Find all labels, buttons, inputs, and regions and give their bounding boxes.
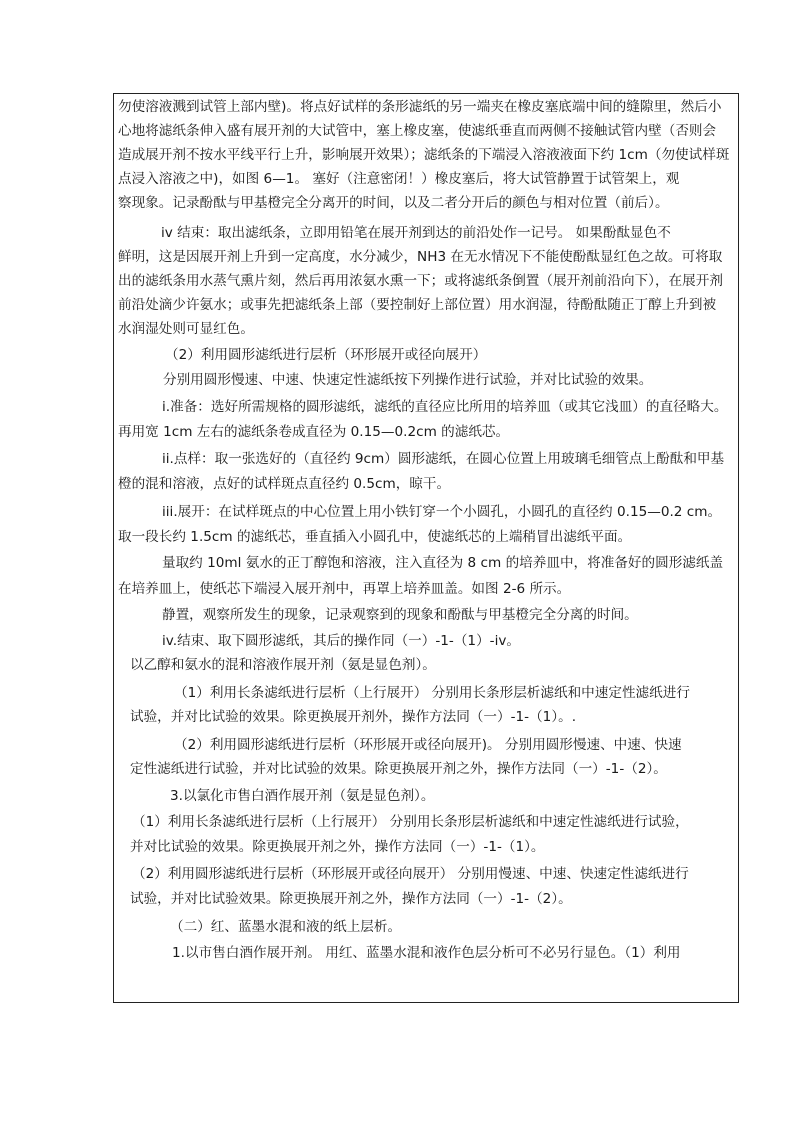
text-line: 试验，并对比试验效果。除更换展开剂之外，操作方法同（一）-1-（2）。 — [130, 891, 572, 907]
text-line: 静置，观察所发生的现象，记录观察到的现象和酚酞与甲基橙完全分离的时间。 — [162, 607, 638, 623]
text-line: i.准备：选好所需规格的圆形滤纸，滤纸的直径应比所用的培养皿（或其它浅皿）的直径略大。 — [162, 399, 728, 415]
text-line: 勿使溶液溅到试管上部内壁)。将点好试样的条形滤纸的另一端夹在橡皮塞底端中间的缝隙里，然后小 — [118, 99, 722, 115]
text-line: （1）利用长条滤纸进行层析（上行展开） 分别用长条形层析滤纸和中速定性滤纸进行试验， — [132, 814, 689, 830]
text-line: （2）利用圆形滤纸进行层析（环形展开或径向展开)。 分别用圆形慢速、中速、快速 — [174, 737, 682, 753]
text-line: 1.以市售白酒作展开剂。 用红、蓝墨水混和液作色层分析可不必另行显色。（1）利用 — [172, 945, 681, 961]
text-line: 点浸入溶液之中)，如图 6—1。 塞好（注意密闭！）橡皮塞后，将大试管静置于试管架上，观 — [118, 171, 680, 187]
text-line: （2）利用圆形滤纸进行层析（环形展开或径向展开） 分别用慢速、中速、快速定性滤纸进行 — [132, 866, 689, 882]
text-line: 出的滤纸条用水蒸气熏片刻，然后再用浓氨水熏一下；或将滤纸条倒置（展开剂前沿向下），在展开剂 — [118, 273, 723, 289]
text-line: 心地将滤纸条伸入盛有展开剂的大试管中，塞上橡皮塞，使滤纸垂直而两侧不接触试管内壁（否则会 — [118, 123, 717, 139]
text-line: 橙的混和溶液，点好的试样斑点直径约 0.5cm，晾干。 — [118, 476, 451, 492]
text-line: 量取约 10ml 氨水的正丁醇饱和溶液，注入直径为 8 cm 的培养皿中，将准备好的圆形滤纸盖 — [162, 555, 724, 571]
text-line: 分别用圆形慢速、中速、快速定性滤纸按下列操作进行试验，并对比试验的效果。 — [163, 372, 653, 388]
text-line: iv.结束、取下圆形滤纸，其后的操作同（一）-1-（1）-iv。 — [162, 633, 520, 649]
text-line: 鲜明，这是因展开剂上升到一定高度，水分减少，NH3 在无水情况下不能使酚酞显红色之故。可将取 — [118, 249, 723, 265]
text-line: 察现象。记录酚酞与甲基橙完全分离开的时间，以及二者分开后的颜色与相对位置（前后）。 — [118, 195, 669, 211]
text-line: 定性滤纸进行试验，并对比试验的效果。除更换展开剂之外，操作方法同（一）-1-（2）。 — [130, 761, 667, 777]
section-heading: （二）红、蓝墨水混和液的纸上层析。 — [170, 919, 402, 935]
text-line: 取一段长约 1.5cm 的滤纸芯，垂直插入小圆孔中，使滤纸芯的上端稍冒出滤纸平面。 — [118, 529, 632, 545]
text-line: （1）利用长条滤纸进行层析（上行展开） 分别用长条形层析滤纸和中速定性滤纸进行 — [174, 685, 690, 701]
text-line: iii.展开：在试样斑点的中心位置上用小铁钉穿一个小圆孔，小圆孔的直径约 0.15—0.2 cm。 — [162, 504, 722, 520]
text-line: 再用宽 1cm 左右的滤纸条卷成直径为 0.15—0.2cm 的滤纸芯。 — [118, 424, 510, 440]
text-line: 水润湿处则可显红色。 — [118, 321, 254, 337]
text-line: 前沿处滴少许氨水；或事先把滤纸条上部（要控制好上部位置）用水润湿，待酚酞随正丁醇上升到被 — [118, 297, 717, 313]
section-heading: 3.以氯化市售白酒作展开剂（氨是显色剂）。 — [170, 788, 435, 804]
text-line: iv 结束：取出滤纸条，立即用铅笔在展开剂到达的前沿处作一记号。 如果酚酞显色不 — [161, 225, 671, 241]
text-line: 试验，并对比试验的效果。除更换展开剂外，操作方法同（一）-1-（1）。. — [130, 709, 577, 725]
text-line: 造成展开剂不按水平线平行上升，影响展开效果）；滤纸条的下端浸入溶液液面下约 1cm（勿使试样斑 — [118, 147, 730, 163]
text-line: 并对比试验的效果。除更换展开剂之外，操作方法同（一）-1-（1）。 — [130, 839, 545, 855]
text-line: 在培养皿上，使纸芯下端浸入展开剂中，再罩上培养皿盖。如图 2-6 所示。 — [118, 581, 571, 597]
section-heading: （2）利用圆形滤纸进行层析（环形展开或径向展开） — [165, 347, 487, 363]
text-line: 以乙醇和氨水的混和溶液作展开剂（氨是显色剂）。 — [130, 657, 436, 673]
text-line: ii.点样：取一张选好的（直径约 9cm）圆形滤纸，在圆心位置上用玻璃毛细管点上酚酞和甲基 — [162, 451, 725, 467]
